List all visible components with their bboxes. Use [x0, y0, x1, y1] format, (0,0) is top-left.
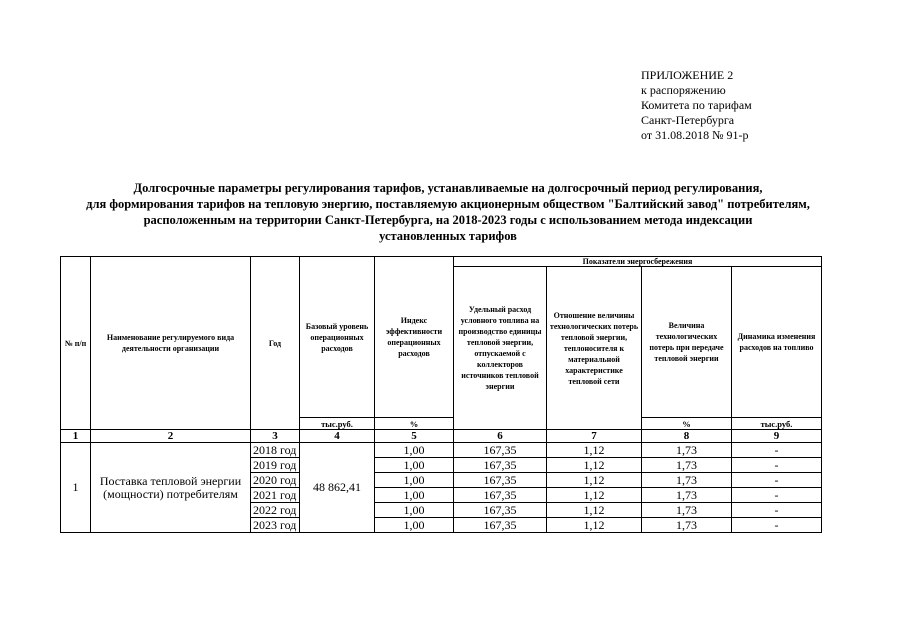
col-number: 6: [454, 430, 547, 443]
col-number: 4: [300, 430, 375, 443]
row-ratio: 1,12: [547, 488, 642, 503]
col-number: 1: [61, 430, 91, 443]
row-year: 2022 год: [251, 503, 300, 518]
row-specific: 167,35: [454, 473, 547, 488]
row-ratio: 1,12: [547, 503, 642, 518]
row-index: 1,00: [375, 473, 454, 488]
row-specific: 167,35: [454, 503, 547, 518]
header-dynamics: Динамика изменения расходов на топливо: [732, 267, 822, 418]
row-ratio: 1,12: [547, 518, 642, 533]
row-dynamics: -: [732, 518, 822, 533]
row-index: 1,00: [375, 443, 454, 458]
header-ratio: Отношение величины технологических потерь тепловой энергии, теплоносителя к материальной характеристике тепловой сети: [547, 267, 642, 430]
appendix-line: Санкт-Петербурга: [641, 113, 735, 127]
row-index: 1,00: [375, 458, 454, 473]
row-index: 1,00: [375, 503, 454, 518]
col-number: 7: [547, 430, 642, 443]
row-dynamics: -: [732, 503, 822, 518]
title-line: установленных тарифов: [379, 229, 517, 243]
col-number: 5: [375, 430, 454, 443]
row-year: 2023 год: [251, 518, 300, 533]
title-line: для формирования тарифов на тепловую энергию, поставляемую акционерным обществом "Балтийский завод" потребителям,: [86, 197, 810, 211]
row-losses: 1,73: [642, 488, 732, 503]
appendix-line: к распоряжению: [641, 83, 726, 97]
table-row: [61, 443, 822, 458]
title-line: Долгосрочные параметры регулирования тарифов, устанавливаемые на долгосрочный период регулирования,: [133, 181, 763, 195]
col-number: 2: [91, 430, 251, 443]
row-base-level: 48 862,41: [300, 443, 375, 533]
header-name: Наименование регулируемого вида деятельности организации: [91, 257, 251, 430]
row-losses: 1,73: [642, 443, 732, 458]
row-dynamics: -: [732, 473, 822, 488]
col-number: 9: [732, 430, 822, 443]
header-base: Базовый уровень операционных расходов: [300, 257, 375, 418]
row-specific: 167,35: [454, 443, 547, 458]
appendix-line: от 31.08.2018 № 91-р: [641, 128, 749, 142]
col-number: 3: [251, 430, 300, 443]
row-year: 2021 год: [251, 488, 300, 503]
row-dynamics: -: [732, 443, 822, 458]
row-ratio: 1,12: [547, 458, 642, 473]
header-index: Индекс эффективности операционных расходов: [375, 257, 454, 418]
unit-losses: %: [642, 418, 732, 430]
document-title: [60, 180, 836, 244]
header-num: № п/п: [61, 257, 91, 430]
appendix-line: Комитета по тарифам: [641, 98, 752, 112]
row-ratio: 1,12: [547, 473, 642, 488]
row-dynamics: -: [732, 488, 822, 503]
row-year: 2020 год: [251, 473, 300, 488]
unit-dynamics: тыс.руб.: [732, 418, 822, 430]
header-energy-saving-group: Показатели энергосбережения: [454, 257, 822, 267]
row-specific: 167,35: [454, 458, 547, 473]
header-year: Год: [251, 257, 300, 430]
appendix-block: [641, 68, 752, 143]
row-losses: 1,73: [642, 473, 732, 488]
row-year: 2018 год: [251, 443, 300, 458]
row-num: 1: [61, 443, 91, 533]
row-ratio: 1,12: [547, 443, 642, 458]
tariff-parameters-table: [60, 256, 822, 533]
header-losses: Величина технологических потерь при передаче тепловой энергии: [642, 267, 732, 418]
row-dynamics: -: [732, 458, 822, 473]
column-numbers-row: [61, 430, 822, 443]
row-specific: 167,35: [454, 488, 547, 503]
row-losses: 1,73: [642, 503, 732, 518]
header-specific: Удельный расход условного топлива на производство единицы тепловой энергии, отпускаемой с коллекторов источников тепловой энергии: [454, 267, 547, 430]
row-index: 1,00: [375, 488, 454, 503]
row-activity-name: Поставка тепловой энергии (мощности) потребителям: [91, 443, 251, 533]
title-line: расположенным на территории Санкт-Петербурга, на 2018-2023 годы с использованием метода индексации: [143, 213, 753, 227]
appendix-line: ПРИЛОЖЕНИЕ 2: [641, 68, 734, 82]
unit-base: тыс.руб.: [300, 418, 375, 430]
row-year: 2019 год: [251, 458, 300, 473]
col-number: 8: [642, 430, 732, 443]
row-index: 1,00: [375, 518, 454, 533]
row-losses: 1,73: [642, 458, 732, 473]
row-losses: 1,73: [642, 518, 732, 533]
unit-index: %: [375, 418, 454, 430]
row-specific: 167,35: [454, 518, 547, 533]
